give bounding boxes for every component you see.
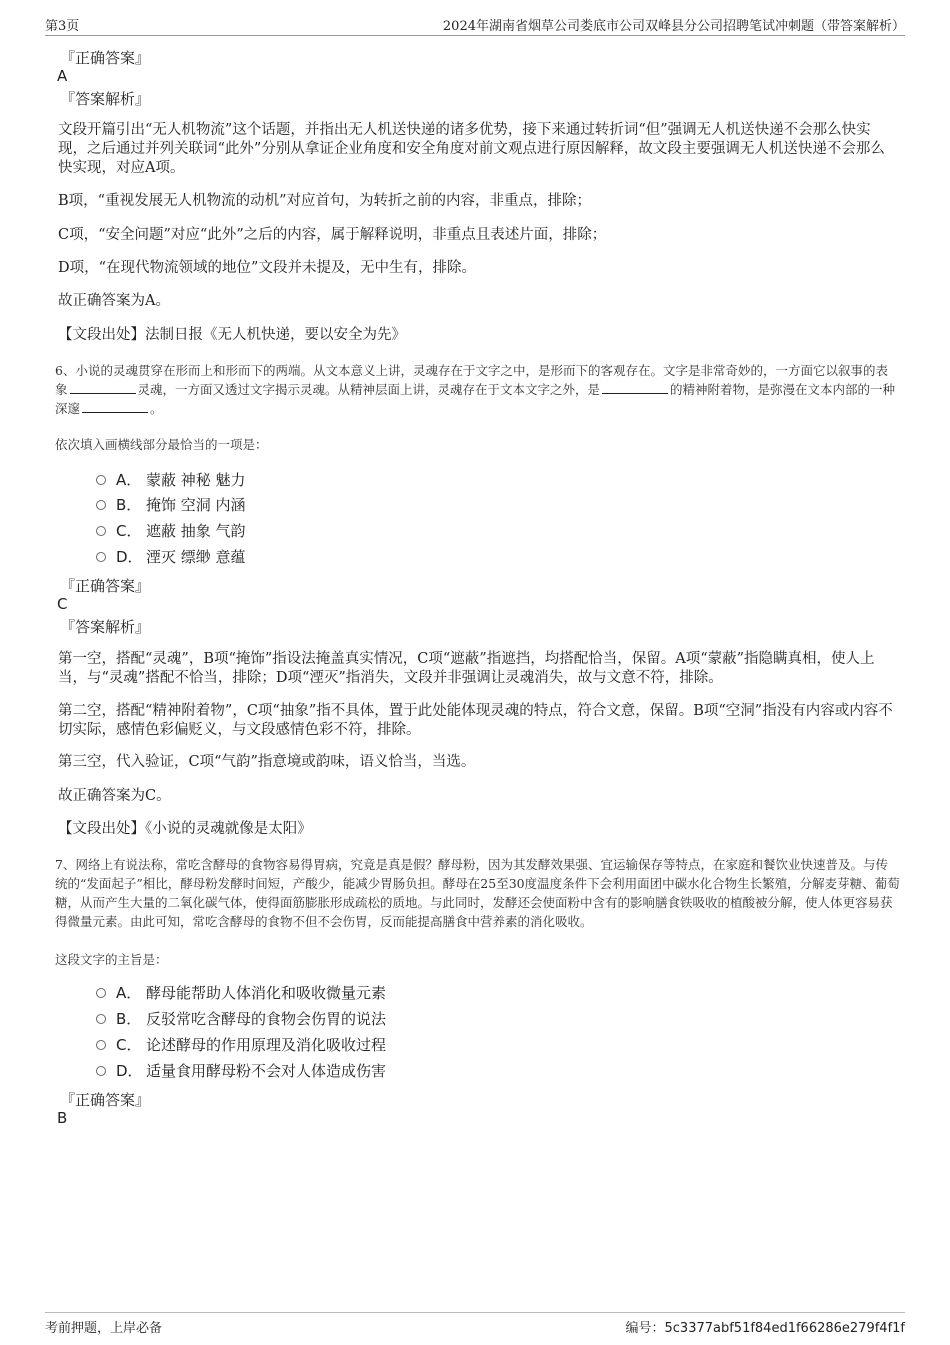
analysis-paragraph: 第一空，搭配“灵魂”，B项“掩饰”指设法掩盖真实情况，C项“遮蔽”指遮挡，均搭配恰当，保留。A项“蒙蔽”指隐瞒真相，使人上当，与“灵魂”搭配不恰当，排除；D项“湮灭”指消失，文段并非强调让灵魂消失，故与文意不符，排除。 (58, 651, 875, 686)
radio-icon[interactable] (96, 988, 106, 998)
question-stem: 7、网络上有说法称，常吃含酵母的食物容易得胃病，究竟是真是假？酵母粉，因为其发酵效果强、宜运输保存等特点，在家庭和餐饮业快速普及。与传统的“发面起子”相比，酵母粉发酵时间短，产酸少，能减少胃肠负担。酵母在25至30度温度条件下会利用面团中碳水化合物生长繁殖，分解麦芽糖、葡萄糖，从而产生大量的二氧化碳气体，使得面筋膨胀形成疏松的质地。与此同时，发酵还会使面粉中含有的影响膳食铁吸收的植酸被分解，使人体更容易获得微量元素。由此可知，常吃含酵母的食物不但不会伤胃，反而能提高膳食中营养素的消化吸收。 (55, 857, 900, 929)
correct-answer-value: C (57, 595, 68, 613)
analysis-conclusion: 故正确答案为C。 (58, 788, 171, 804)
question-stem: 6、小说的灵魂贯穿在形而上和形而下的两端。从文本意义上讲，灵魂存在于文字之中，是形而下的客观存在。文字是非常奇妙的，一方面它以叙事的表象 灵魂，一方面又透过文字揭示灵魂。从精神层面上讲，灵魂存在于文本文字之外，是 的精神附着物，是弥漫在文本内部的一种深邃 。 (55, 363, 896, 416)
correct-answer-label: 『正确答案』 (60, 577, 151, 595)
page-header (45, 13, 905, 36)
footer-slogan: 考前押题，上岸必备 (45, 1321, 163, 1336)
option-c[interactable]: C． 论述酵母的作用原理及消化吸收过程 (96, 1035, 386, 1055)
analysis-paragraph: B项，“重视发展无人机物流的动机”对应首句，为转折之前的内容，非重点，排除； (58, 193, 591, 209)
document-title: 2024年湖南省烟草公司娄底市公司双峰县分公司招聘笔试冲刺题（带答案解析） (442, 19, 905, 34)
correct-answer-value: A (57, 67, 68, 85)
source-citation: 【文段出处】《小说的灵魂就像是太阳》 (58, 821, 312, 837)
page-footer (45, 1312, 905, 1335)
correct-answer-label: 『正确答案』 (60, 1091, 151, 1109)
option-c[interactable]: C． 遮蔽 抽象 气韵 (96, 521, 246, 541)
radio-icon[interactable] (96, 1066, 106, 1076)
analysis-conclusion: 故正确答案为A。 (58, 293, 170, 309)
radio-icon[interactable] (96, 500, 106, 510)
analysis-label: 『答案解析』 (60, 90, 151, 108)
document-code: 编号：5c3377abf51f84ed1f66286e279f4f1f (625, 1321, 905, 1336)
analysis-paragraph: D项，“在现代物流领域的地位”文段并未提及，无中生有，排除。 (58, 260, 476, 276)
analysis-paragraph: 第二空，搭配“精神附着物”，C项“抽象”指不具体，置于此处能体现灵魂的特点，符合文意，保留。B项“空洞”指没有内容或内容不切实际，感情色彩偏贬义，与文段感情色彩不符，排除。 (58, 703, 893, 738)
fill-blank (70, 381, 136, 394)
fill-blank (602, 381, 668, 394)
option-d[interactable]: D． 湮灭 缥缈 意蕴 (96, 547, 246, 567)
option-d[interactable]: D． 适量食用酵母粉不会对人体造成伤害 (96, 1061, 386, 1081)
page-number: 第3页 (45, 19, 80, 34)
analysis-paragraph: 第三空，代入验证，C项“气韵”指意境或韵味，语义恰当，当选。 (58, 754, 476, 770)
question-prompt: 依次填入画横线部分最恰当的一项是： (55, 437, 268, 452)
question-prompt: 这段文字的主旨是： (55, 952, 168, 967)
radio-icon[interactable] (96, 475, 106, 485)
radio-icon[interactable] (96, 526, 106, 536)
fill-blank (82, 400, 148, 413)
radio-icon[interactable] (96, 1040, 106, 1050)
option-b[interactable]: B． 掩饰 空洞 内涵 (96, 495, 246, 515)
correct-answer-value: B (57, 1109, 68, 1127)
option-a[interactable]: A． 酵母能帮助人体消化和吸收微量元素 (96, 983, 386, 1003)
radio-icon[interactable] (96, 1014, 106, 1024)
correct-answer-label: 『正确答案』 (60, 49, 151, 67)
option-a[interactable]: A． 蒙蔽 神秘 魅力 (96, 470, 246, 490)
source-citation: 【文段出处】法制日报《无人机快递，要以安全为先》 (58, 327, 406, 343)
option-b[interactable]: B． 反驳常吃含酵母的食物会伤胃的说法 (96, 1009, 386, 1029)
analysis-paragraph: 文段开篇引出“无人机物流”这个话题，并指出无人机送快递的诸多优势，接下来通过转折词“但”强调无人机送快递不会那么快实现，之后通过并列关联词“此外”分别从拿证企业角度和安全角度对前文观点进行原因解释，故文段主要强调无人机送快递不会那么快实现，对应A项。 (58, 122, 885, 176)
analysis-label: 『答案解析』 (60, 618, 151, 636)
radio-icon[interactable] (96, 552, 106, 562)
analysis-paragraph: C项，“安全问题”对应“此外”之后的内容，属于解释说明，非重点且表述片面，排除； (58, 227, 607, 243)
